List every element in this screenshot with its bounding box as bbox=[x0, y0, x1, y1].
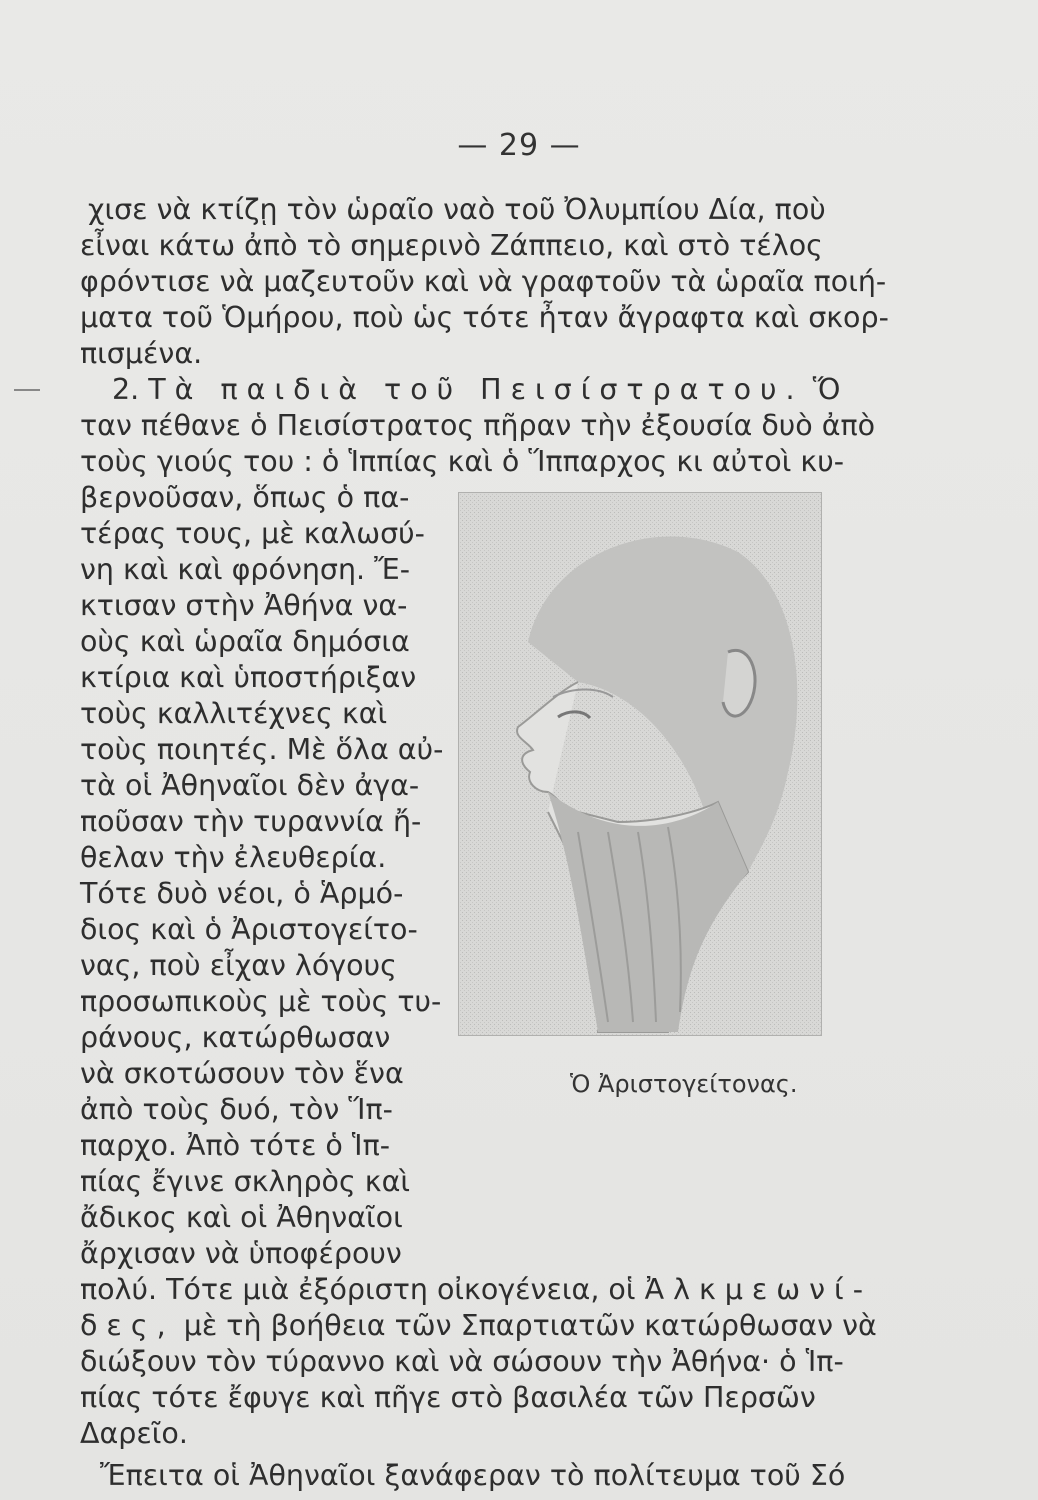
text-line: Τότε δυὸ νέοι, ὁ Ἁρμό- bbox=[80, 877, 404, 910]
section-first-word: Ὅ bbox=[812, 373, 841, 406]
text-line: ποῦσαν τὴν τυραννία ἤ- bbox=[80, 805, 422, 838]
text-line: ταν πέθανε ὁ Πεισίστρατος πῆραν τὴν ἐξουσία δυὸ ἀπὸ bbox=[80, 409, 876, 442]
text-line: ἄρχισαν νὰ ὑποφέρουν bbox=[80, 1237, 402, 1270]
text-line: τοὺς καλλιτέχνες καὶ bbox=[80, 697, 388, 730]
text-line: κτισαν στὴν Ἀθήνα να- bbox=[80, 589, 408, 622]
family-name: Ἀλκμεωνί- bbox=[644, 1273, 872, 1306]
text-line: τοὺς ποιητές. Μὲ ὅλα αὐ- bbox=[80, 733, 444, 766]
text-fragment: μὲ τὴ βοήθεια τῶν Σπαρτιατῶν κατώρθωσαν νὰ bbox=[183, 1309, 877, 1342]
text-line: θελαν τὴν ἐλευθερία. bbox=[80, 841, 387, 874]
text-line: φρόντισε νὰ μαζευτοῦν καὶ νὰ γραφτοῦν τὰ ὡραῖα ποιή- bbox=[80, 265, 887, 298]
text-line: ἀπὸ τοὺς δυό, τὸν Ἵπ- bbox=[80, 1093, 393, 1126]
portrait-illustration bbox=[458, 492, 822, 1036]
text-line: οὺς καὶ ὡραῖα δημόσια bbox=[80, 625, 410, 658]
text-line: Δαρεῖο. bbox=[80, 1417, 188, 1450]
text-line: χισε νὰ κτίζῃ τὸν ὡραῖο ναὸ τοῦ Ὀλυμπίου Δία, ποὺ bbox=[88, 193, 826, 226]
text-line bbox=[80, 1308, 877, 1344]
section-number: 2. bbox=[112, 373, 140, 406]
text-line: ράνους, κατώρθωσαν bbox=[80, 1021, 391, 1054]
text-line: εἶναι κάτω ἀπὸ τὸ σημερινὸ Ζάππειο, καὶ στὸ τέλος bbox=[80, 229, 823, 262]
text-line: προσωπικοὺς μὲ τοὺς τυ- bbox=[80, 985, 442, 1018]
portrait-image bbox=[458, 492, 822, 1036]
text-line: πισμένα. bbox=[80, 337, 203, 370]
text-line: τὰ οἱ Ἀθηναῖοι δὲν ἀγα- bbox=[80, 769, 420, 802]
text-line: παρχο. Ἀπὸ τότε ὁ Ἱπ- bbox=[80, 1129, 391, 1162]
section-heading: Τὰ παιδιὰ τοῦ Πεισίστρατου. bbox=[148, 373, 804, 406]
text-line: διώξουν τὸν τύραννο καὶ νὰ σώσουν τὴν Ἀθήνα· ὁ Ἱπ- bbox=[80, 1345, 844, 1378]
text-line: τοὺς γιούς του : ὁ Ἱππίας καὶ ὁ Ἵππαρχος κι αὐτοὶ κυ- bbox=[80, 445, 844, 478]
figure-caption: Ὁ Ἀριστογείτονας. bbox=[570, 1070, 798, 1098]
text-line: κτίρια καὶ ὑποστήριξαν bbox=[80, 661, 417, 694]
text-line: πίας τότε ἔφυγε καὶ πῆγε στὸ βασιλέα τῶν Περσῶν bbox=[80, 1381, 816, 1414]
text-line: ματα τοῦ Ὁμήρου, ποὺ ὡς τότε ἦταν ἄγραφτα καὶ σκορ- bbox=[80, 301, 889, 334]
text-line: Ἔπειτα οἱ Ἀθηναῖοι ξανάφεραν τὸ πολίτευμα τοῦ Σό bbox=[100, 1459, 846, 1492]
margin-mark bbox=[14, 389, 40, 391]
text-line: τέρας τους, μὲ καλωσύ- bbox=[80, 517, 425, 550]
text-line: ἄδικος καὶ οἱ Ἀθηναῖοι bbox=[80, 1201, 403, 1234]
section-heading-line bbox=[112, 372, 840, 408]
text-line: νη καὶ καὶ φρόνηση. Ἔ- bbox=[80, 553, 411, 586]
text-line bbox=[80, 1272, 872, 1308]
page-number: — 29 — bbox=[457, 128, 581, 163]
text-line: νὰ σκοτώσουν τὸν ἕνα bbox=[80, 1057, 404, 1090]
text-line: διος καὶ ὁ Ἀριστογείτο- bbox=[80, 913, 418, 946]
text-fragment: πολύ. Τότε μιὰ ἐξόριστη οἰκογένεια, οἱ bbox=[80, 1273, 636, 1306]
text-line: νας, ποὺ εἶχαν λόγους bbox=[80, 949, 397, 982]
family-name-end: δες, bbox=[80, 1309, 175, 1342]
text-line: πίας ἔγινε σκληρὸς καὶ bbox=[80, 1165, 411, 1198]
text-line: βερνοῦσαν, ὅπως ὁ πα- bbox=[80, 481, 410, 514]
